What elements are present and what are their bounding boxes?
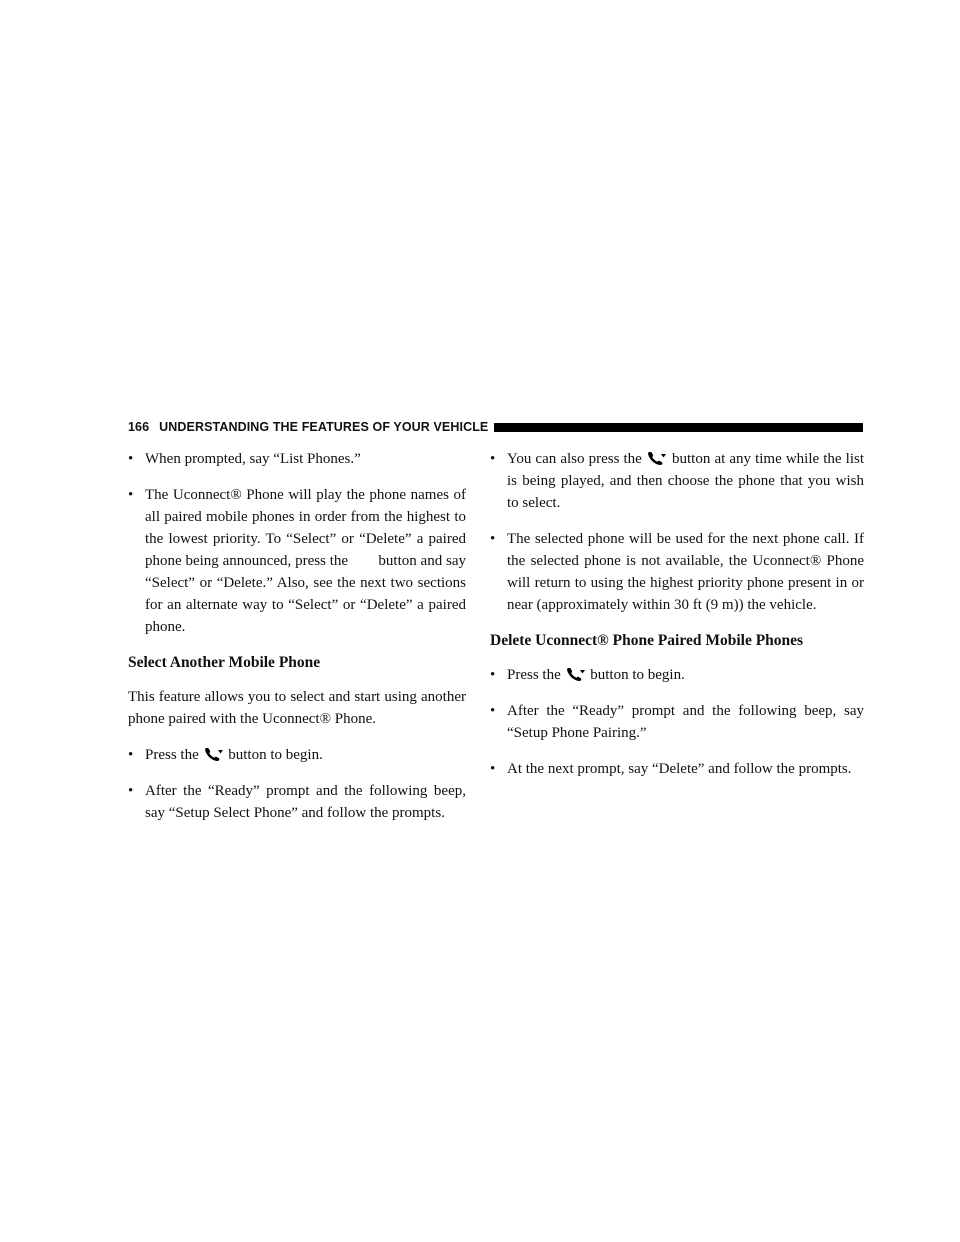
list-item	[490, 700, 864, 744]
list-item-text: The selected phone will be used for the next phone call. If the selected phone is not available, the Uconnect® Phone will return to using the highest priority phone present in or near (approximately within 30 ft (9 m)) the vehicle.	[507, 531, 864, 613]
bullet-dot: •	[490, 451, 496, 467]
list-item	[490, 664, 864, 686]
page-number: 166	[128, 420, 150, 434]
list-item-text: At the next prompt, say “Delete” and follow the prompts.	[507, 761, 852, 777]
list-item	[490, 528, 864, 616]
list-item	[128, 448, 466, 470]
list-item	[128, 744, 466, 766]
list-item-text: Press the	[507, 667, 561, 683]
list-item-text: After the “Ready” prompt and the following beep, say “Setup Select Phone” and follow the prompts.	[145, 783, 466, 821]
bullet-dot: •	[490, 761, 496, 777]
list-item-text: button to begin.	[228, 747, 323, 763]
paragraph: This feature allows you to select and start using another phone paired with the Uconnect® Phone.	[128, 689, 466, 727]
phone-icon	[566, 667, 586, 681]
bullet-dot: •	[490, 703, 496, 719]
right-column	[490, 448, 864, 794]
left-column	[128, 448, 470, 838]
list-item-text: The Uconnect® Phone will play the phone names of all paired mobile phones in order from the highest to the lowest priority. To “Select” or “Delete” a paired phone being announced, press the button and say “Select” or “Delete.” Also, see the next two sections for an alternate way to “Select” or “Delete” a paired phone.	[145, 487, 470, 635]
list-item	[490, 758, 864, 780]
list-item-text: button at any time while the list is being played, and then choose the phone that you wish to select.	[507, 451, 865, 511]
list-item-text: Press the	[145, 747, 199, 763]
bullet-dot: •	[128, 783, 134, 799]
bullet-dot: •	[490, 667, 496, 683]
bullet-dot: •	[490, 531, 496, 547]
bullet-dot: •	[128, 747, 134, 763]
list-item	[490, 448, 864, 514]
list-item-text: You can also press the	[507, 451, 642, 467]
phone-icon	[204, 747, 224, 761]
list-item-text: button to begin.	[590, 667, 685, 683]
section-heading: Delete Uconnect® Phone Paired Mobile Phones	[490, 632, 804, 649]
bullet-dot: •	[128, 451, 134, 467]
header-rule	[494, 423, 863, 432]
section-title: UNDERSTANDING THE FEATURES OF YOUR VEHICLE	[159, 420, 489, 434]
list-item-text: When prompted, say “List Phones.”	[145, 451, 361, 467]
list-item	[128, 780, 466, 824]
section-heading: Select Another Mobile Phone	[128, 654, 321, 671]
bullet-dot: •	[128, 487, 134, 503]
phone-icon	[647, 451, 667, 465]
page-header	[128, 418, 863, 436]
list-item	[128, 484, 470, 638]
list-item-text: After the “Ready” prompt and the following beep, say “Setup Phone Pairing.”	[507, 703, 864, 741]
